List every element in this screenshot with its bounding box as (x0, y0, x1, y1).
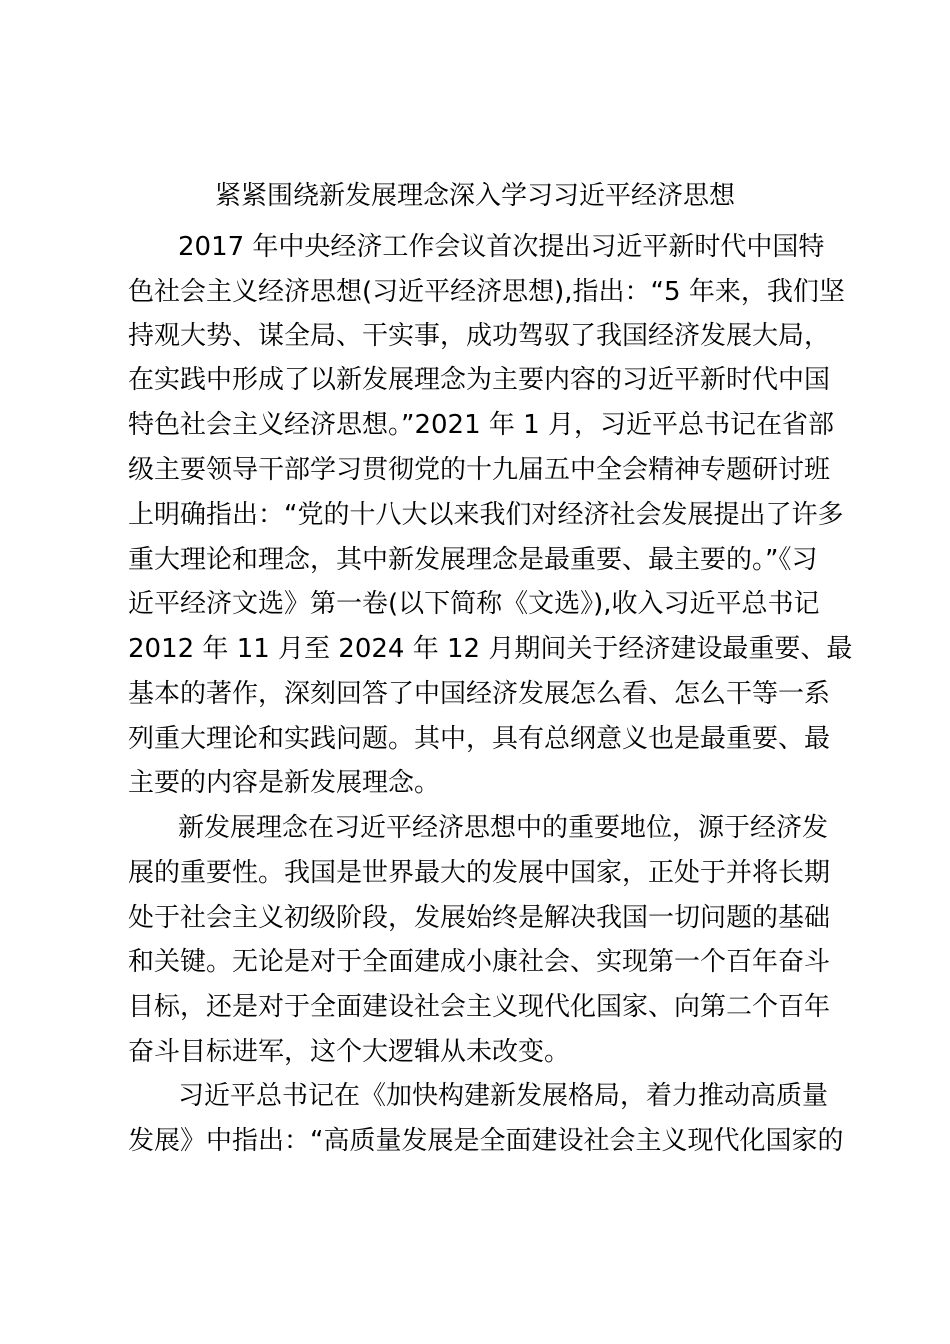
paragraph-3-line-2: 发展》中指出：“高质量发展是全面建设社会主义现代化国家的 (128, 1126, 844, 1156)
paragraph-2-line-1: 新发展理念在习近平经济思想中的重要地位，源于经济发 (178, 813, 829, 843)
paragraph-1-line-7: 上明确指出：“党的十八大以来我们对经济社会发展提出了许多 (128, 500, 844, 530)
paragraph-1-line-13: 主要的内容是新发展理念。 (128, 768, 441, 798)
paragraph-1-line-3: 持观大势、谋全局、干实事，成功驾驭了我国经济发展大局， (128, 321, 831, 351)
document-title: 紧紧围绕新发展理念深入学习习近平经济思想 (214, 181, 735, 211)
paragraph-1-line-2: 色社会主义经济思想(习近平经济思想),指出：“5 年来，我们坚 (128, 277, 845, 307)
paragraph-1-line-6: 级主要领导干部学习贯彻党的十九届五中全会精神专题研讨班 (128, 455, 831, 485)
paragraph-2-line-6: 奋斗目标进军，这个大逻辑从未改变。 (128, 1037, 571, 1067)
paragraph-2-line-3: 处于社会主义初级阶段，发展始终是解决我国一切问题的基础 (128, 903, 831, 933)
paragraph-2-line-5: 目标，还是对于全面建设社会主义现代化国家、向第二个百年 (128, 992, 831, 1022)
paragraph-1-line-8: 重大理论和理念，其中新发展理念是最重要、最主要的。”《习 (128, 545, 818, 575)
paragraph-3-line-1: 习近平总书记在《加快构建新发展格局，着力推动高质量 (178, 1081, 829, 1111)
paragraph-1-line-5: 特色社会主义经济思想。”2021 年 1 月，习近平总书记在省部 (128, 410, 834, 440)
paragraph-2-line-4: 和关键。无论是对于全面建成小康社会、实现第一个百年奋斗 (128, 947, 831, 977)
paragraph-1-line-1: 2017 年中央经济工作会议首次提出习近平新时代中国特 (178, 232, 825, 262)
paragraph-1-line-12: 列重大理论和实践问题。其中，具有总纲意义也是最重要、最 (128, 724, 831, 754)
paragraph-1-line-4: 在实践中形成了以新发展理念为主要内容的习近平新时代中国 (128, 365, 831, 395)
paragraph-1-line-10: 2012 年 11 月至 2024 年 12 月期间关于经济建设最重要、最 (128, 634, 853, 664)
paragraph-1-line-9: 近平经济文选》第一卷(以下简称《文选》),收入习近平总书记 (128, 589, 820, 619)
paragraph-1-line-11: 基本的著作，深刻回答了中国经济发展怎么看、怎么干等一系 (128, 679, 831, 709)
paragraph-2-line-2: 展的重要性。我国是世界最大的发展中国家，正处于并将长期 (128, 858, 831, 888)
